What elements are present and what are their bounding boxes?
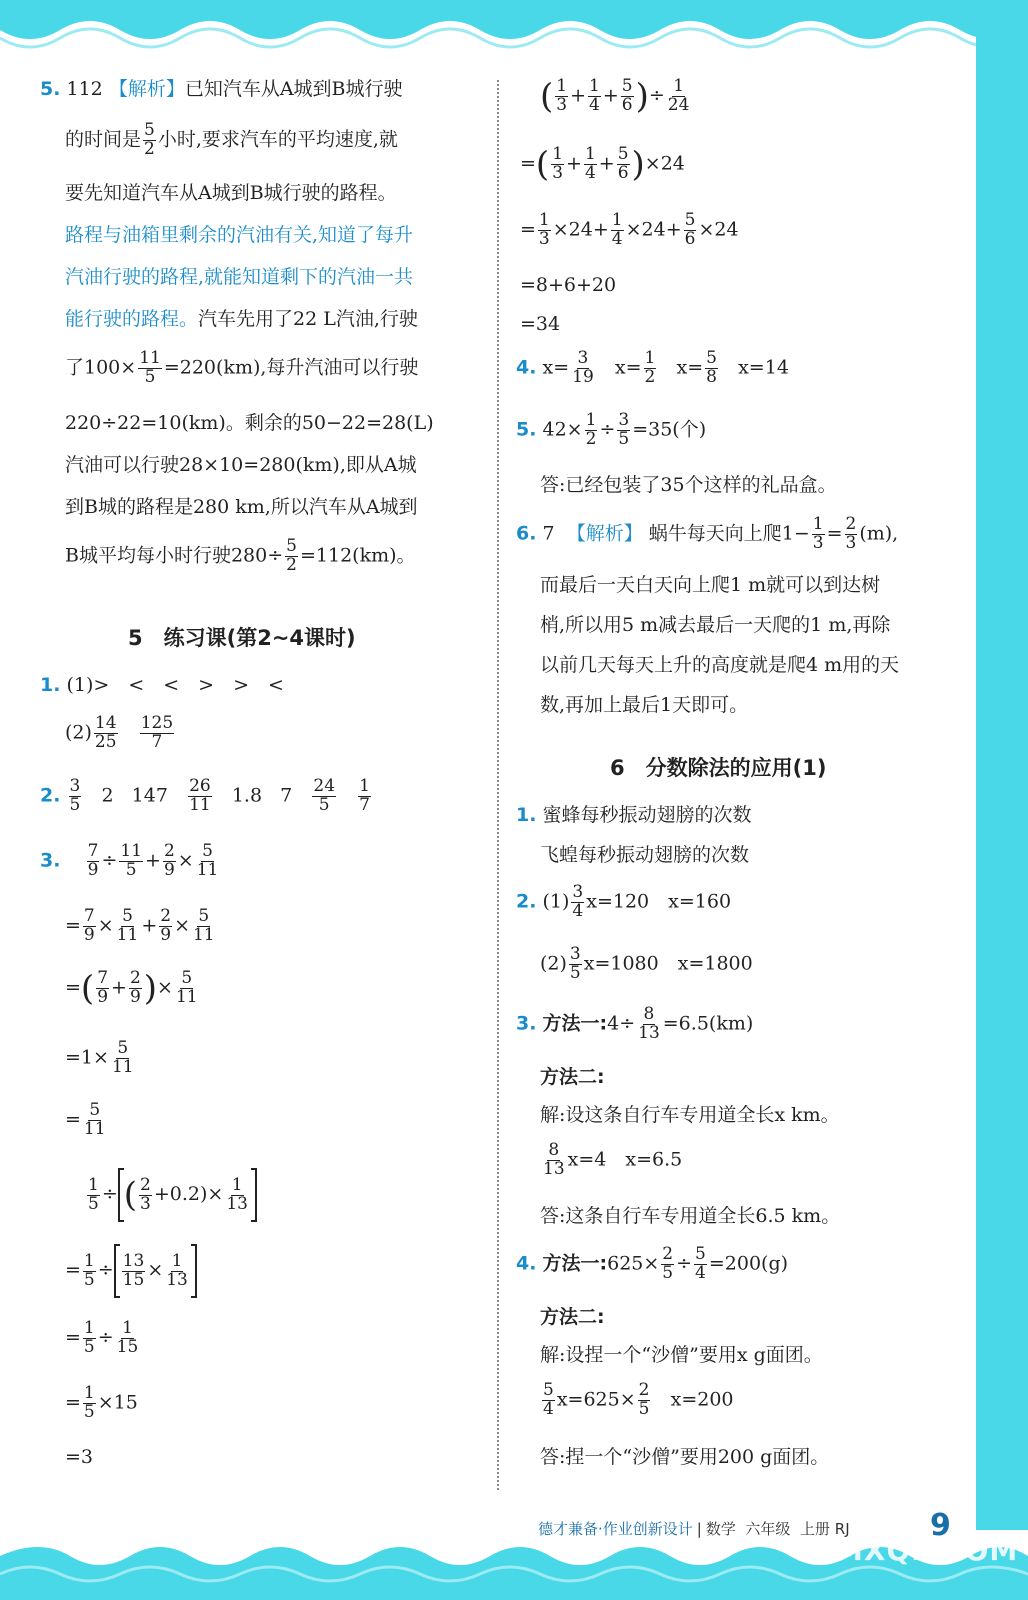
numerator: 1 [673,76,685,96]
denominator: 13 [543,1158,565,1179]
fraction [812,516,825,553]
q5-line-7 [65,350,418,387]
fraction [667,78,691,115]
text-line: 解:设捏一个“沙僧”要用x g面团。 [540,1344,823,1366]
numerator: 13 [122,1250,145,1271]
fraction [358,778,371,815]
denominator: 6 [621,94,633,115]
r-expr-3: = $\frac{1}{3}$ ×24+ $\frac{1}{4}$ ×24+ $\frac{5}{6}$ ×24 [520,210,739,249]
value: 24 [568,218,593,241]
numerator: 7 [97,968,109,988]
fraction [569,946,582,983]
fraction [555,78,568,115]
text-line: 汽油可以行驶28×10=280(km),即从A城 [65,454,417,476]
numerator: 2 [140,1174,151,1195]
method-label: 方法一: [542,1012,608,1035]
numerator: 5 [117,1038,129,1058]
fraction [644,350,657,387]
text-span: x= [676,356,704,379]
subject: 数学 [705,1520,736,1538]
fraction [116,1320,140,1357]
answer-value: 112 [66,78,103,100]
text-line: 梢,所以用5 m减去最后一天爬的1 m,再除 [540,614,891,636]
numerator: 2 [129,968,141,988]
analysis-tag: 【解析】 [566,522,643,545]
highlight-line: 路程与油箱里剩余的汽油有关,知道了每升 [65,224,414,246]
top-wave-border [0,0,1028,62]
denominator: 3 [556,94,568,115]
method-label: 方法二: [540,1066,605,1088]
fraction [139,1174,152,1214]
numerator: 1 [83,1383,95,1403]
r-q5-line: 5. 42× $\frac{1}{2}$ ÷ $\frac{3}{5}$ =35(个) [516,410,707,449]
denominator: 5 [125,859,137,880]
fraction [588,78,601,115]
fraction [694,1246,707,1283]
fraction [584,146,597,183]
denominator: 9 [160,924,172,945]
denominator: 9 [83,924,95,945]
numerator: 1 [644,348,656,368]
fraction [69,778,82,815]
numerator: 8 [548,1140,560,1160]
fraction [83,1385,96,1422]
denominator: 5 [83,1269,95,1290]
numerator: 7 [87,841,99,861]
highlight-line: 汽油行驶的路程,就能知道剩下的汽油一共 [65,266,414,288]
question-number: 2. [516,890,537,913]
p2-line [40,778,373,815]
fraction [138,350,162,387]
text-span: x=1080 x=1800 [583,952,753,975]
numerator: 2 [160,906,172,926]
r-q4-line [516,350,789,387]
denominator: 2 [144,138,155,159]
fraction [83,1320,96,1357]
numerator: 1 [171,1250,183,1271]
denominator: 8 [706,366,717,387]
answer-value: 7 [542,522,555,545]
analysis-tag: 【解析】 [108,78,185,100]
p3-line-4 [65,1040,137,1077]
text-span: =1× [65,1046,109,1069]
value: 24 [641,218,666,241]
denominator: 5 [83,1336,95,1357]
numerator: 1 [231,1174,243,1195]
numerator: 1 [359,776,370,796]
fraction [116,908,140,945]
fraction [111,1040,135,1077]
r-a2-line-1 [516,884,731,921]
numerator: 3 [69,776,81,796]
fraction [87,1174,100,1214]
fraction [83,1102,107,1139]
denominator: 3 [812,532,824,553]
p1-line-1 [40,676,284,695]
question-number: 4. [516,1252,537,1275]
numerator: 5 [89,1100,101,1120]
fraction [617,146,630,183]
highlight-span: 能行驶的路程。 [65,308,199,330]
denominator: 25 [94,731,117,752]
denominator: 3 [140,1193,151,1214]
p3-line-2: = $\frac{7}{9}$ × $\frac{5}{11}$ + $\frac{2}{9}$ × $\frac{5}{11}$ [65,906,215,945]
numerator: 1 [611,210,623,230]
fraction [617,412,630,449]
answer-line: 答:已经包装了35个这样的礼品盒。 [540,474,837,496]
question-number: 3. [40,849,61,872]
numerator: 5 [617,144,629,164]
fraction [637,1006,661,1043]
numerator: 3 [577,348,589,368]
denominator: 4 [589,94,600,115]
denominator: 11 [196,859,219,880]
denominator: 7 [359,794,370,815]
value: 147 [131,784,168,807]
fraction [175,970,199,1007]
numerator: 7 [83,906,95,926]
denominator: 5 [144,366,156,387]
numerator: 1 [812,514,824,534]
denominator: 5 [638,1398,650,1419]
denominator: 15 [116,1336,139,1357]
p3-line-9: = $\frac{1}{5}$ ×15 [65,1383,138,1422]
denominator: 11 [189,794,211,815]
denominator: 2 [286,554,297,575]
question-number: 5. [516,418,537,441]
numerator: 24 [313,776,336,796]
text-span: 蜜蜂每秒振动翅膀的次数 [542,804,752,826]
denominator: 24 [667,94,690,115]
denominator: 7 [151,731,163,752]
numerator: 2 [662,1244,674,1264]
denominator: 4 [572,900,584,921]
numerator: 1 [589,76,600,96]
text-span: 42× [542,418,583,441]
text-span: B城平均每小时行驶280÷ [65,544,284,567]
denominator: 19 [572,366,594,387]
text-line: 而最后一天白天向上爬1 m就可以到达树 [540,574,881,596]
fraction [585,412,598,449]
r-expr-1: ( $\frac{1}{3}$ + $\frac{1}{4}$ + $\frac{5}{6}$ )÷ $\frac{1}{24}$ [540,76,690,117]
value: 7 [280,784,293,807]
column-divider [497,80,499,1490]
text-span: 了100× [65,356,137,379]
question-number: 6. [516,522,537,545]
fraction [542,1382,555,1419]
numerator: 5 [543,1380,554,1400]
denominator: 6 [684,228,696,249]
denominator: 5 [318,794,330,815]
p3-line-8: = $\frac{1}{5}$ ÷ $\frac{1}{15}$ [65,1318,139,1357]
text-span: (m), [859,522,899,545]
numerator: 8 [643,1004,655,1024]
denominator: 5 [69,794,81,815]
text-span: =112(km)。 [299,544,416,567]
value: 2 [101,784,114,807]
numerator: 5 [144,120,155,140]
numerator: 5 [286,536,297,556]
numerator: 1 [88,1174,99,1195]
question-number: 1. [40,674,61,696]
numerator: 1 [83,1318,95,1338]
r-expr-2: =( $\frac{1}{3}$ + $\frac{1}{4}$ + $\frac{5}{6}$ )×24 [520,144,685,185]
numerator: 1 [538,210,550,230]
series-name: 德才兼备·作业创新设计 [538,1520,693,1538]
fraction [196,843,220,880]
denominator: 3 [845,532,857,553]
numerator: 5 [621,76,633,96]
text-span: (2) [65,721,92,744]
text-line: 数,再加上最后1天即可。 [540,694,749,716]
denominator: 5 [88,1193,99,1214]
text-line: 要先知道汽车从A城到B城行驶的路程。 [65,182,397,204]
r-a2-line-2 [540,946,753,983]
numerator: 125 [140,713,174,733]
page-footer: 德才兼备·作业创新设计 | 数学 六年级 上册 RJ [538,1520,850,1538]
fraction [661,1246,674,1283]
method-label: 方法一: [542,1252,608,1275]
question-number: 2. [40,784,61,807]
numerator: 2 [845,514,857,534]
fraction [225,1174,249,1214]
r-a3-line-1 [516,1006,753,1043]
denominator: 4 [543,1398,554,1419]
numerator: 1 [83,1250,95,1271]
edition: RJ [834,1520,850,1538]
denominator: 6 [617,162,629,183]
numerator: 5 [181,968,193,988]
question-number: 1. [516,804,537,826]
numerator: 1 [585,410,597,430]
fraction [638,1382,651,1419]
fraction [129,970,142,1007]
text-span: (1) [542,890,570,913]
p3-line-6: $\frac{1}{5}$ ÷ ( $\frac{2}{3}$ +0.2)× $\frac{1}{13}$ [85,1168,257,1222]
numerator: 3 [618,410,630,430]
p3-line-7: = $\frac{1}{5}$ ÷ $\frac{13}{15}$ × $\frac{1}{13}$ [65,1244,197,1298]
fraction [165,1250,189,1290]
denominator: 15 [122,1269,145,1290]
text-span: 小时,要求汽车的平均速度,就 [157,128,398,151]
fraction [163,843,176,880]
numerator: 1 [556,76,568,96]
text-span: x=120 x=160 [586,890,732,913]
fraction [611,212,624,249]
text-span: =200(g) [708,1252,789,1275]
text-line: =3 [65,1446,94,1468]
fraction [312,778,336,815]
denominator: 9 [163,859,175,880]
fraction [571,884,584,921]
text-span: x= [614,356,642,379]
fraction [845,516,858,553]
numerator: 3 [572,882,584,902]
right-wave-border [976,0,1028,1600]
fraction [684,212,697,249]
question-number: 4. [516,356,537,379]
fraction [122,1250,146,1290]
section-title: 5 练习课(第2~4课时) [128,626,356,650]
text-span: 625× [607,1252,660,1275]
q5-line-1 [40,80,403,99]
text-line: 已知汽车从A城到B城行驶 [184,78,403,100]
watermark: MXQE.COM [835,1534,1019,1567]
r-q6-line-1: 6. 7 【解析】 蜗牛每天向上爬1− $\frac{1}{3}$ = $\frac{2}{3}$ (m), [516,514,899,553]
p1-line-2 [65,715,176,752]
numerator: 5 [122,906,133,926]
text-span: 的时间是 [65,128,142,151]
fraction [119,843,143,880]
r-a3-eq [540,1142,682,1179]
fraction [285,538,298,575]
numerator: 1 [552,144,564,164]
numerator: 1 [122,1318,133,1338]
denominator: 11 [116,924,139,945]
p3-line-3: =( $\frac{7}{9}$ + $\frac{2}{9}$ )× $\frac{5}{11}$ [65,968,198,1009]
fraction [96,970,109,1007]
q5-line-2 [65,122,398,159]
denominator: 11 [111,1056,134,1077]
denominator: 2 [585,428,597,449]
numerator: 14 [94,713,117,733]
grade: 六年级 [745,1520,791,1538]
p3-line-1: 3. $\frac{7}{9}$ ÷ $\frac{11}{5}$ + $\frac{2}{9}$ × $\frac{5}{11}$ [40,841,219,880]
denominator: 5 [83,1401,95,1422]
numerator: 5 [706,348,717,368]
numerator: 5 [695,1244,706,1264]
fraction [621,78,634,115]
p3-line-5: = $\frac{5}{11}$ [65,1100,106,1139]
denominator: 4 [695,1262,706,1283]
fraction [94,715,118,752]
text-span: +0.2) [153,1183,208,1205]
denominator: 11 [175,986,198,1007]
text-span: x= [542,356,570,379]
method-label: 方法二: [540,1306,605,1328]
r-a4-line-1: 4. 方法一:625× $\frac{2}{5}$ ÷ $\frac{5}{4}$ =200(g) [516,1244,789,1283]
denominator: 13 [638,1022,660,1043]
r-a1-line-1 [516,806,752,825]
q5-line-11 [65,538,416,575]
text-line: =8+6+20 [520,274,617,296]
value: 24 [714,218,739,241]
fraction [83,908,96,945]
text-span: 汽车先用了22 L汽油,行驶 [198,308,418,330]
denominator: 9 [129,986,141,1007]
denominator: 13 [166,1269,188,1290]
text-span: x=14 [738,356,789,379]
numerator: 26 [189,776,211,796]
numerator: 2 [163,841,175,861]
denominator: 11 [192,924,215,945]
fraction [538,212,551,249]
section-title: 6 分数除法的应用(1) [610,756,827,780]
denominator: 9 [87,859,99,880]
page-number: 9 [930,1508,951,1543]
text-span: (2) [540,952,567,975]
denominator: 11 [83,1118,106,1139]
fraction [159,908,172,945]
text-span: 4÷ [607,1012,636,1035]
fraction [140,715,174,752]
answer-line: 答:这条自行车专用道全长6.5 km。 [540,1205,841,1227]
text-line: 到B城的路程是280 km,所以汽车从A城到 [65,496,418,518]
numerator: 5 [198,906,210,926]
fraction [551,146,564,183]
answer-line: 答:捏一个“沙僧”要用200 g面团。 [540,1446,830,1468]
fraction [188,778,212,815]
denominator: 4 [611,228,623,249]
numerator: 11 [139,348,161,368]
denominator: 5 [618,428,630,449]
question-number: 5. [40,78,61,100]
denominator: 5 [662,1262,674,1283]
denominator: 2 [644,366,656,387]
fraction [87,843,100,880]
fraction [83,1250,96,1290]
text-line: 解:设这条自行车专用道全长x km。 [540,1104,840,1126]
numerator: 1 [584,144,596,164]
numerator: 5 [202,841,213,861]
fraction [192,908,216,945]
text-span: ×15 [97,1391,138,1414]
r-a4-eq [540,1382,734,1419]
volume: 上册 [799,1520,830,1538]
text-span: (1)> < < > > < [66,674,284,696]
text-span: =220(km),每升汽油可以行驶 [163,356,419,379]
text-line: 飞蝗每秒振动翅膀的次数 [540,844,750,866]
text-line: =34 [520,313,561,335]
value: 24 [660,152,685,175]
text-span: 蜗牛每天向上爬1− [648,522,810,545]
q5-line-6 [65,310,418,329]
text-span: =6.5(km) [662,1012,754,1035]
fraction [705,350,718,387]
text-line: 以前几天每天上升的高度就是爬4 m用的天 [540,654,900,676]
value: 1.8 [231,784,263,807]
denominator: 3 [538,228,550,249]
fraction [542,1142,566,1179]
text-span: x=625× [556,1388,636,1411]
text-line: 220÷22=10(km)。剩余的50−22=28(L) [65,412,434,434]
numerator: 2 [638,1380,650,1400]
numerator: 11 [120,841,143,861]
fraction [571,350,595,387]
denominator: 4 [584,162,596,183]
numerator: 5 [684,210,696,230]
question-number: 3. [516,1012,537,1035]
denominator: 13 [226,1193,248,1214]
text-span: x=200 [670,1388,734,1411]
numerator: 3 [569,944,581,964]
fraction [143,122,156,159]
denominator: 9 [97,986,109,1007]
text-span: =35(个) [632,418,707,441]
denominator: 5 [569,962,581,983]
denominator: 3 [552,162,564,183]
text-span: x=4 x=6.5 [567,1148,683,1171]
